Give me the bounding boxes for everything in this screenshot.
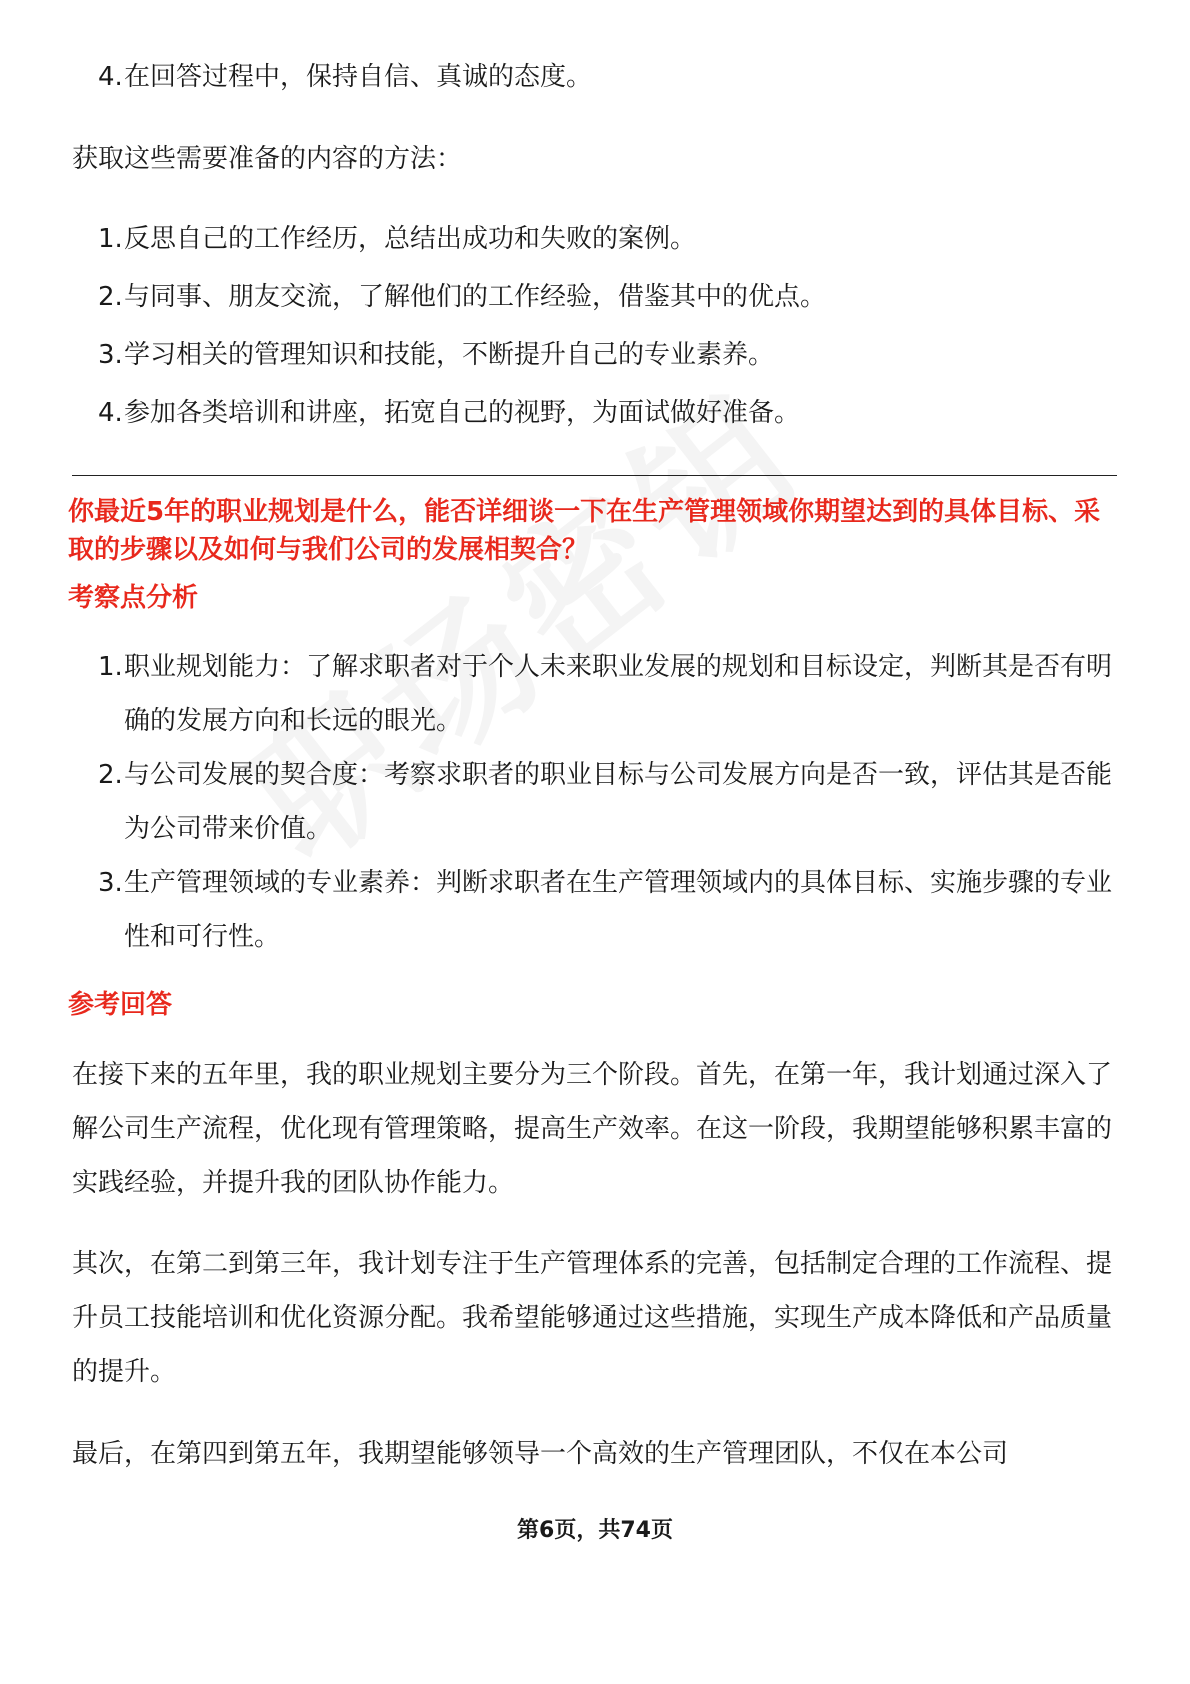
list-text: 与同事、朋友交流，了解他们的工作经验，借鉴其中的优点。	[124, 282, 827, 312]
list-text: 与公司发展的契合度：考察求职者的职业目标与公司发展方向是否一致，评估其是否能为公司带来价值。	[124, 760, 1113, 844]
methods-intro: 获取这些需要准备的内容的方法：	[72, 144, 463, 174]
list-number: 3.	[98, 340, 123, 370]
list-item	[72, 210, 1117, 268]
answer-paragraph: 最后，在第四到第五年，我期望能够领导一个高效的生产管理团队，不仅在本公司	[72, 1439, 1009, 1469]
list-item	[72, 48, 1117, 106]
answer-paragraph: 其次，在第二到第三年，我计划专注于生产管理体系的完善，包括制定合理的工作流程、提升员工技能培训和优化资源分配。我希望能够通过这些措施，实现生产成本降低和产品质量的提升。	[72, 1249, 1113, 1387]
answer-heading: 参考回答	[68, 990, 173, 1020]
list-item	[72, 268, 1117, 326]
list-number: 3.	[98, 868, 123, 898]
list-item	[72, 326, 1117, 384]
list-number: 2.	[98, 282, 123, 312]
list-number: 4.	[98, 62, 123, 92]
list-item	[72, 748, 1117, 856]
list-item	[72, 856, 1117, 964]
list-text: 生产管理领域的专业素养：判断求职者在生产管理领域内的具体目标、实施步骤的专业性和可行性。	[124, 868, 1113, 952]
analysis-list	[72, 640, 1117, 964]
page-footer: 第6页，共74页	[517, 1518, 673, 1543]
question-title: 你最近5年的职业规划是什么，能否详细谈一下在生产管理领域你期望达到的具体目标、采取的步骤以及如何与我们公司的发展相契合？	[68, 497, 1101, 565]
section-divider	[72, 475, 1117, 476]
list-text: 参加各类培训和讲座，拓宽自己的视野，为面试做好准备。	[124, 398, 801, 428]
list-text: 职业规划能力：了解求职者对于个人未来职业发展的规划和目标设定，判断其是否有明确的发展方向和长远的眼光。	[124, 652, 1113, 736]
list-text: 在回答过程中，保持自信、真诚的态度。	[124, 62, 593, 92]
methods-list	[72, 210, 1117, 442]
list-number: 4.	[98, 398, 123, 428]
list-number: 1.	[98, 652, 123, 682]
answer-paragraph: 在接下来的五年里，我的职业规划主要分为三个阶段。首先，在第一年，我计划通过深入了解公司生产流程，优化现有管理策略，提高生产效率。在这一阶段，我期望能够积累丰富的实践经验，并提升我的团队协作能力。	[72, 1060, 1113, 1198]
analysis-heading: 考察点分析	[68, 583, 199, 613]
list-item	[72, 384, 1117, 442]
list-text: 反思自己的工作经历，总结出成功和失败的案例。	[124, 224, 697, 254]
list-text: 学习相关的管理知识和技能，不断提升自己的专业素养。	[124, 340, 775, 370]
list-number: 2.	[98, 760, 123, 790]
list-number: 1.	[98, 224, 123, 254]
list-item	[72, 640, 1117, 748]
